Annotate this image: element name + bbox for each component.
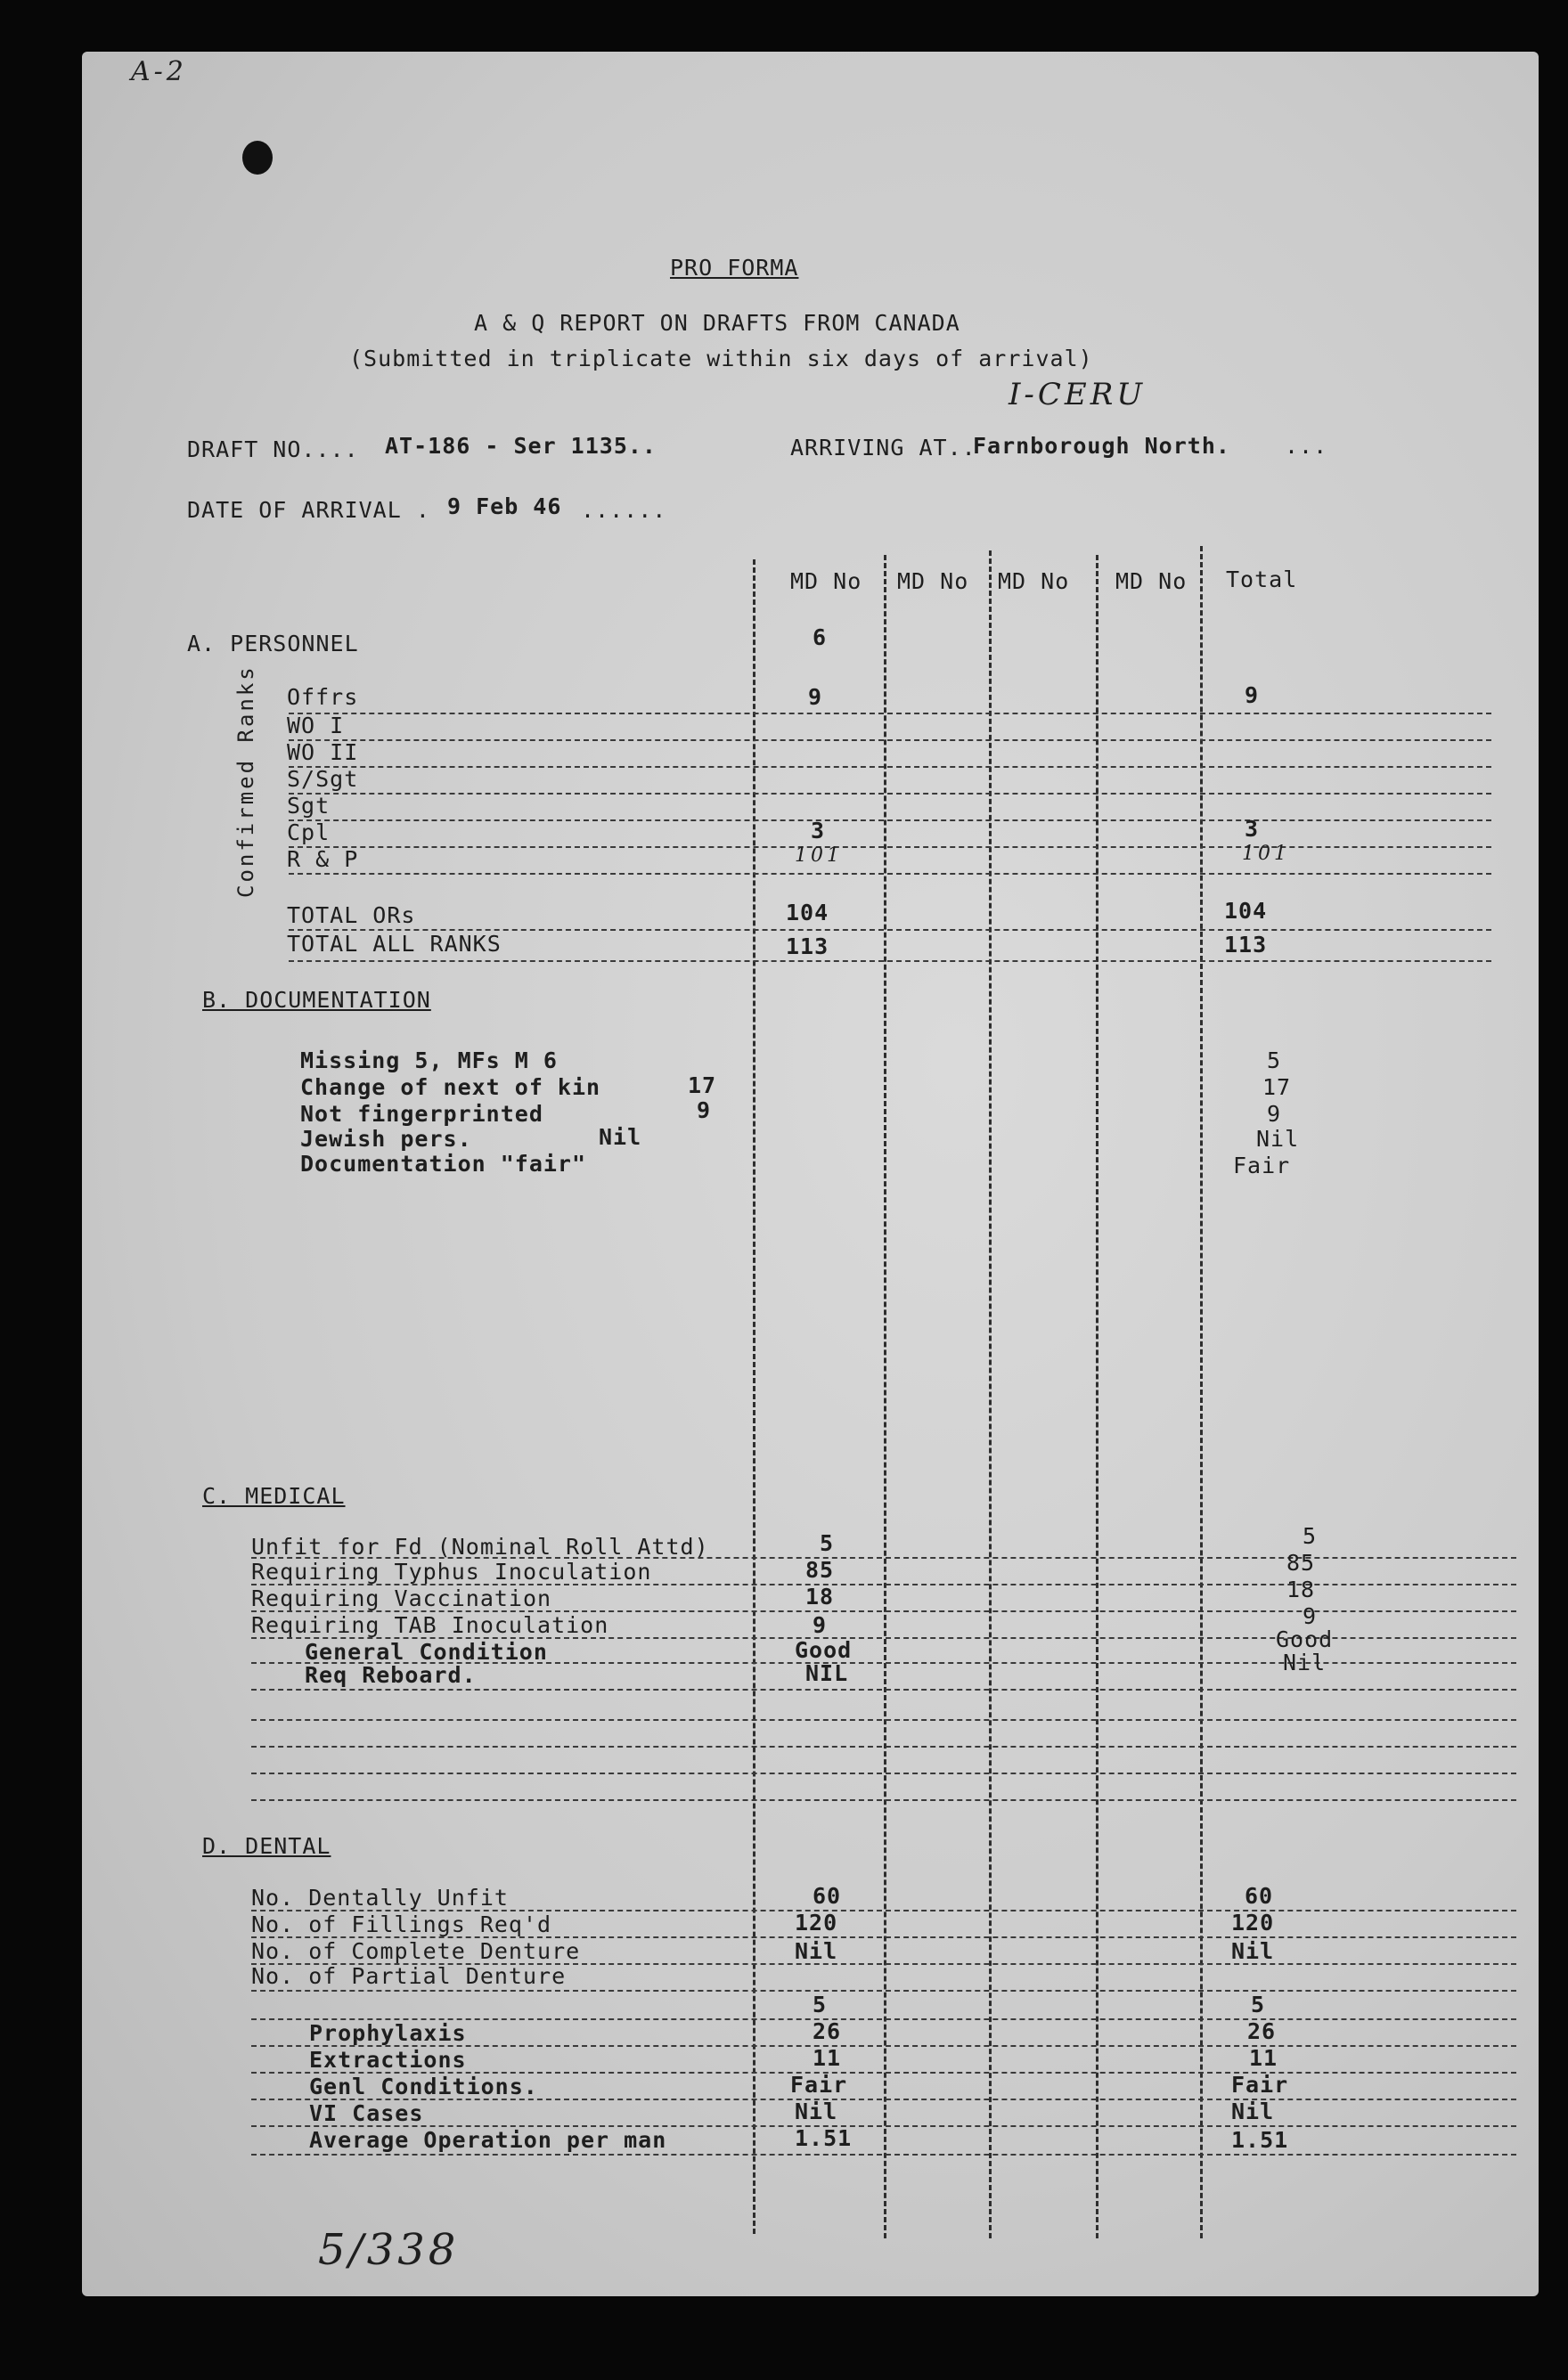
dental-row-md: Nil: [795, 1938, 838, 1964]
dental-row-total: 120: [1231, 1910, 1275, 1936]
dental-row-label: Extractions: [309, 2047, 467, 2073]
row-rule: [289, 960, 1491, 962]
personnel-md-no: 6: [813, 624, 828, 650]
dental-row-md: 1.51: [795, 2125, 853, 2151]
dental-row-label: No. of Fillings Req'd: [251, 1911, 552, 1937]
total-ors-md: 104: [786, 900, 829, 925]
med-row-label: Requiring Vaccination: [251, 1585, 552, 1611]
dental-row-md: 11: [813, 2045, 842, 2071]
row-rule: [251, 2099, 1516, 2100]
doc-row-total: 5: [1267, 1047, 1282, 1073]
doc-row-value: Nil: [599, 1124, 642, 1150]
form-title: PRO FORMA: [670, 255, 799, 281]
rank-row-md: 9: [808, 684, 823, 710]
dental-row-md: Fair: [790, 2072, 848, 2098]
dental-row-md: Nil: [795, 2099, 838, 2124]
section-heading-medical: C. MEDICAL: [202, 1483, 346, 1509]
row-rule: [289, 846, 1491, 848]
row-rule: [251, 1773, 1516, 1774]
dental-row-md: 120: [795, 1910, 838, 1936]
med-row-label: Unfit for Fd (Nominal Roll Attd): [251, 1534, 709, 1560]
dental-row-total: 1.51: [1231, 2127, 1289, 2153]
confirmed-ranks-label: Confirmed Ranks: [233, 664, 258, 898]
punch-hole-mark: [242, 141, 273, 175]
rank-row-total: 101: [1242, 843, 1290, 865]
arriving-value: Farnborough North.: [973, 433, 1230, 459]
total-all-total: 113: [1224, 932, 1268, 958]
date-tail: ......: [581, 497, 667, 523]
doc-row-label: Not fingerprinted: [300, 1101, 543, 1127]
rank-row-label: WO I: [287, 713, 345, 738]
dental-row-label: No. of Complete Denture: [251, 1938, 581, 1964]
row-rule: [251, 2154, 1516, 2156]
med-row-total: 18: [1286, 1577, 1316, 1602]
column-header-md-3: MD No: [998, 568, 1070, 594]
rank-row-label: Cpl: [287, 819, 331, 845]
med-row-total: 5: [1303, 1523, 1318, 1549]
form-subtitle: A & Q REPORT ON DRAFTS FROM CANADA: [474, 310, 960, 336]
total-all-label: TOTAL ALL RANKS: [287, 931, 502, 957]
dental-row-md: 5: [813, 1992, 828, 2017]
dental-row-label: Genl Conditions.: [309, 2074, 538, 2099]
dental-row-label: Average Operation per man: [309, 2127, 667, 2153]
dental-row-total: Nil: [1231, 2099, 1275, 2124]
row-rule: [251, 1746, 1516, 1748]
corner-mark: A-2: [131, 56, 187, 87]
row-rule: [251, 1990, 1516, 1992]
dental-row-total: 60: [1245, 1883, 1274, 1909]
med-row-total: Nil: [1283, 1650, 1327, 1675]
med-row-label: General Condition: [305, 1639, 548, 1665]
rank-row-total: 3: [1245, 816, 1260, 842]
total-ors-total: 104: [1224, 898, 1268, 924]
arriving-label: ARRIVING AT..: [790, 435, 976, 461]
row-rule: [251, 1719, 1516, 1721]
dental-row-label: Prophylaxis: [309, 2020, 467, 2046]
med-row-total: 9: [1303, 1603, 1318, 1629]
handwritten-unit: I-CERU: [1009, 377, 1147, 412]
column-header-md-4: MD No: [1115, 568, 1188, 594]
column-rule: [884, 555, 886, 2238]
doc-row-label: Change of next of kin: [300, 1074, 601, 1100]
med-row-label: Req Reboard.: [305, 1662, 477, 1688]
column-rule: [1200, 546, 1203, 2238]
dental-row-total: 26: [1247, 2018, 1277, 2044]
dental-row-label: VI Cases: [309, 2100, 424, 2126]
med-row-md: NIL: [805, 1660, 849, 1686]
column-header-md-2: MD No: [897, 568, 969, 594]
draft-no-label: DRAFT NO....: [187, 436, 359, 462]
row-rule: [289, 819, 1491, 821]
section-heading-dental: D. DENTAL: [202, 1833, 331, 1859]
dental-row-total: Fair: [1231, 2072, 1289, 2098]
doc-row-label: Missing 5, MFs M 6: [300, 1047, 558, 1073]
dental-row-label: No. Dentally Unfit: [251, 1885, 509, 1911]
med-row-total: Good: [1276, 1626, 1334, 1652]
row-rule: [289, 766, 1491, 768]
doc-row-value: 17: [688, 1072, 717, 1098]
med-row-md: 85: [805, 1557, 835, 1583]
section-heading-documentation: B. DOCUMENTATION: [202, 987, 431, 1013]
rank-row-total: 9: [1245, 682, 1260, 708]
document-page: [82, 52, 1539, 2296]
doc-row-value: 9: [697, 1097, 712, 1123]
row-rule: [289, 793, 1491, 795]
dental-row-total: 5: [1251, 1992, 1266, 2017]
date-value: 9 Feb 46: [447, 493, 562, 519]
med-row-md: Good: [795, 1637, 853, 1663]
rank-row-label: R & P: [287, 846, 359, 872]
doc-row-label: Documentation "fair": [300, 1151, 587, 1177]
med-row-label: Requiring TAB Inoculation: [251, 1612, 609, 1638]
total-all-md: 113: [786, 933, 829, 959]
date-label: DATE OF ARRIVAL .: [187, 497, 430, 523]
section-heading-text: A. PERSONNEL: [187, 631, 359, 656]
rank-row-label: Sgt: [287, 793, 331, 819]
doc-row-total: 9: [1267, 1101, 1282, 1127]
dental-row-md: 26: [813, 2018, 842, 2044]
column-header-total: Total: [1226, 566, 1298, 592]
med-row-md: 5: [820, 1530, 835, 1556]
doc-row-total: Fair: [1233, 1153, 1291, 1178]
doc-row-label: Jewish pers.: [300, 1126, 472, 1152]
section-heading-personnel: [187, 631, 359, 656]
dental-row-total: 11: [1249, 2045, 1278, 2071]
row-rule: [289, 739, 1491, 741]
form-instruction: (Submitted in triplicate within six days of arrival): [349, 346, 1093, 371]
rank-row-label: WO II: [287, 739, 359, 765]
row-rule: [251, 1799, 1516, 1801]
draft-no-value: AT-186 - Ser 1135..: [385, 433, 657, 459]
row-rule: [289, 713, 1491, 714]
doc-row-total: Nil: [1256, 1126, 1300, 1152]
row-rule: [289, 873, 1491, 875]
column-rule: [989, 550, 992, 2238]
column-rule: [1096, 555, 1098, 2238]
doc-row-total: 17: [1262, 1074, 1292, 1100]
dental-row-md: 60: [813, 1883, 842, 1909]
total-ors-label: TOTAL ORs: [287, 902, 416, 928]
rank-row-label: S/Sgt: [287, 766, 359, 792]
rank-row-label: Offrs: [287, 684, 359, 710]
rank-row-md: 3: [811, 818, 826, 844]
med-row-md: 18: [805, 1584, 835, 1610]
row-rule: [251, 1689, 1516, 1691]
med-row-label: Requiring Typhus Inoculation: [251, 1559, 652, 1585]
handwritten-file-number: 5/338: [318, 2225, 460, 2275]
column-header-md-1: MD No: [790, 568, 862, 594]
med-row-total: 85: [1286, 1550, 1316, 1576]
rank-row-md: 101: [795, 844, 843, 867]
column-rule: [753, 559, 755, 2234]
arriving-tail: ...: [1285, 433, 1328, 459]
dental-row-total: Nil: [1231, 1938, 1275, 1964]
med-row-md: 9: [813, 1612, 828, 1638]
dental-row-label: No. of Partial Denture: [251, 1963, 567, 1989]
